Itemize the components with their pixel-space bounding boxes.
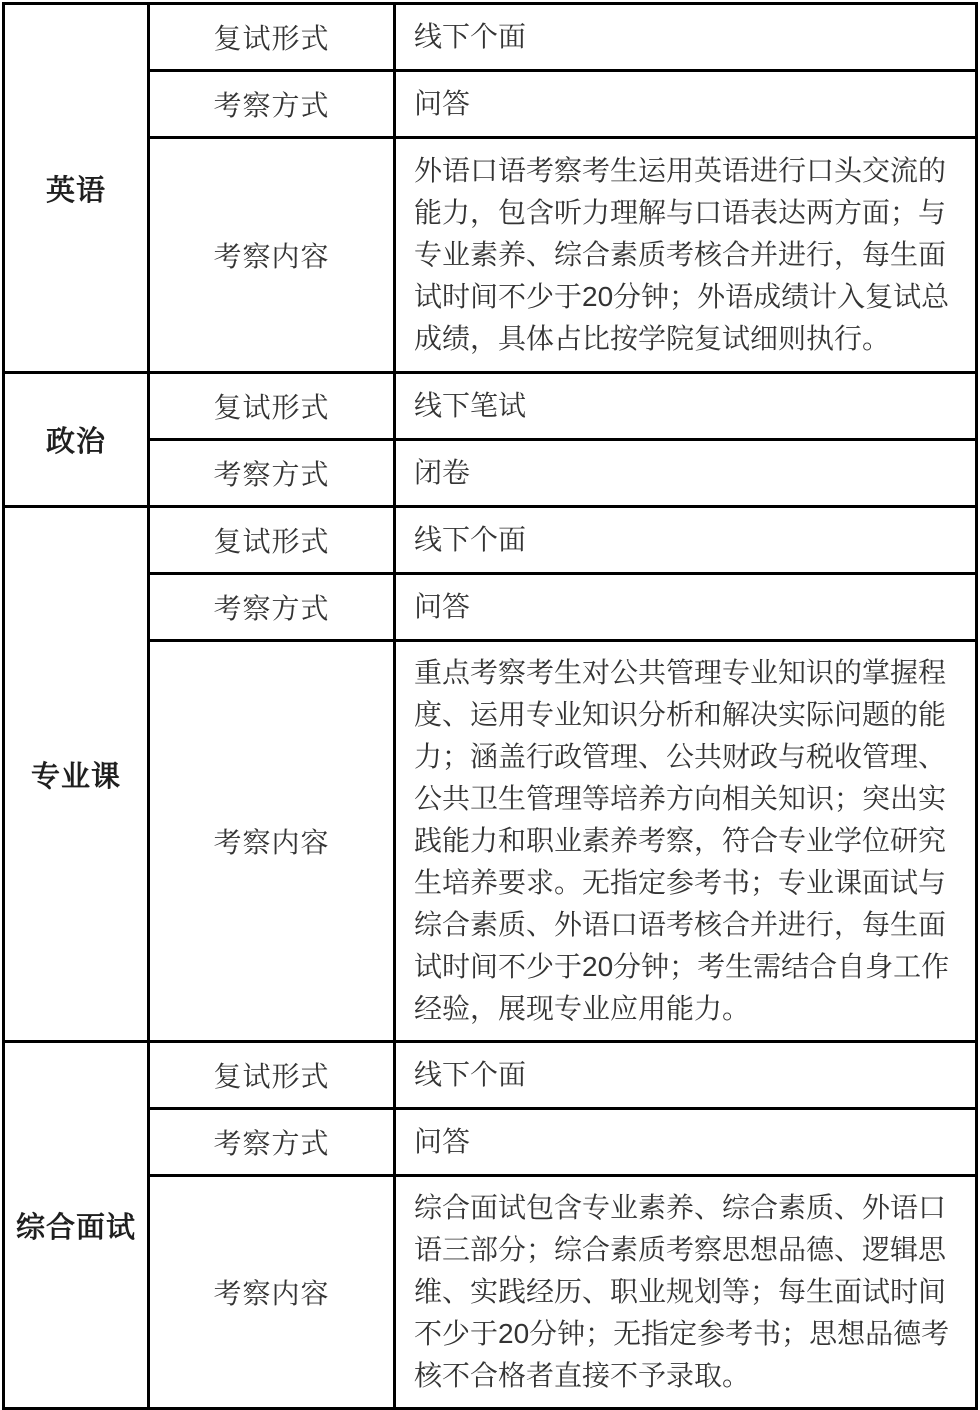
criteria-label-cell: 复试形式	[149, 1042, 395, 1109]
criteria-label-cell: 考察方式	[149, 574, 395, 641]
table-row	[4, 440, 977, 507]
criteria-label-cell: 考察内容	[149, 138, 395, 373]
criteria-value-cell: 外语口语考察考生运用英语进行口头交流的能力，包含听力理解与口语表达两方面；与专业素养、综合素质考核合并进行，每生面试时间不少于20分钟；外语成绩计入复试总成绩，具体占比按学院复试细则执行。	[395, 138, 977, 373]
table-row	[4, 641, 977, 1042]
table-row	[4, 71, 977, 138]
table-row	[4, 1042, 977, 1109]
subject-cell-comprehensive-interview: 综合面试	[4, 1042, 149, 1409]
criteria-value-cell: 线下笔试	[395, 373, 977, 440]
review-format-table	[2, 2, 978, 1410]
table-row	[4, 507, 977, 574]
criteria-label-cell: 复试形式	[149, 373, 395, 440]
criteria-label-cell: 考察内容	[149, 1176, 395, 1409]
table-row	[4, 1109, 977, 1176]
criteria-value-cell: 线下个面	[395, 4, 977, 71]
criteria-value-cell: 闭卷	[395, 440, 977, 507]
table-row	[4, 373, 977, 440]
criteria-label-cell: 考察方式	[149, 1109, 395, 1176]
subject-cell-major-course: 专业课	[4, 507, 149, 1042]
subject-cell-english: 英语	[4, 4, 149, 373]
table-row	[4, 1176, 977, 1409]
table-row	[4, 138, 977, 373]
criteria-label-cell: 考察方式	[149, 440, 395, 507]
criteria-value-cell: 问答	[395, 1109, 977, 1176]
criteria-label-cell: 考察内容	[149, 641, 395, 1042]
criteria-value-cell: 综合面试包含专业素养、综合素质、外语口语三部分；综合素质考察思想品德、逻辑思维、实践经历、职业规划等；每生面试时间不少于20分钟；无指定参考书；思想品德考核不合格者直接不予录取。	[395, 1176, 977, 1409]
criteria-label-cell: 考察方式	[149, 71, 395, 138]
criteria-label-cell: 复试形式	[149, 507, 395, 574]
criteria-value-cell: 问答	[395, 71, 977, 138]
criteria-label-cell: 复试形式	[149, 4, 395, 71]
subject-cell-politics: 政治	[4, 373, 149, 507]
criteria-value-cell: 问答	[395, 574, 977, 641]
table-row	[4, 4, 977, 71]
criteria-value-cell: 线下个面	[395, 1042, 977, 1109]
criteria-value-cell: 重点考察考生对公共管理专业知识的掌握程度、运用专业知识分析和解决实际问题的能力；涵盖行政管理、公共财政与税收管理、公共卫生管理等培养方向相关知识；突出实践能力和职业素养考察，符合专业学位研究生培养要求。无指定参考书；专业课面试与综合素质、外语口语考核合并进行，每生面试时间不少于20分钟；考生需结合自身工作经验，展现专业应用能力。	[395, 641, 977, 1042]
criteria-value-cell: 线下个面	[395, 507, 977, 574]
table-row	[4, 574, 977, 641]
